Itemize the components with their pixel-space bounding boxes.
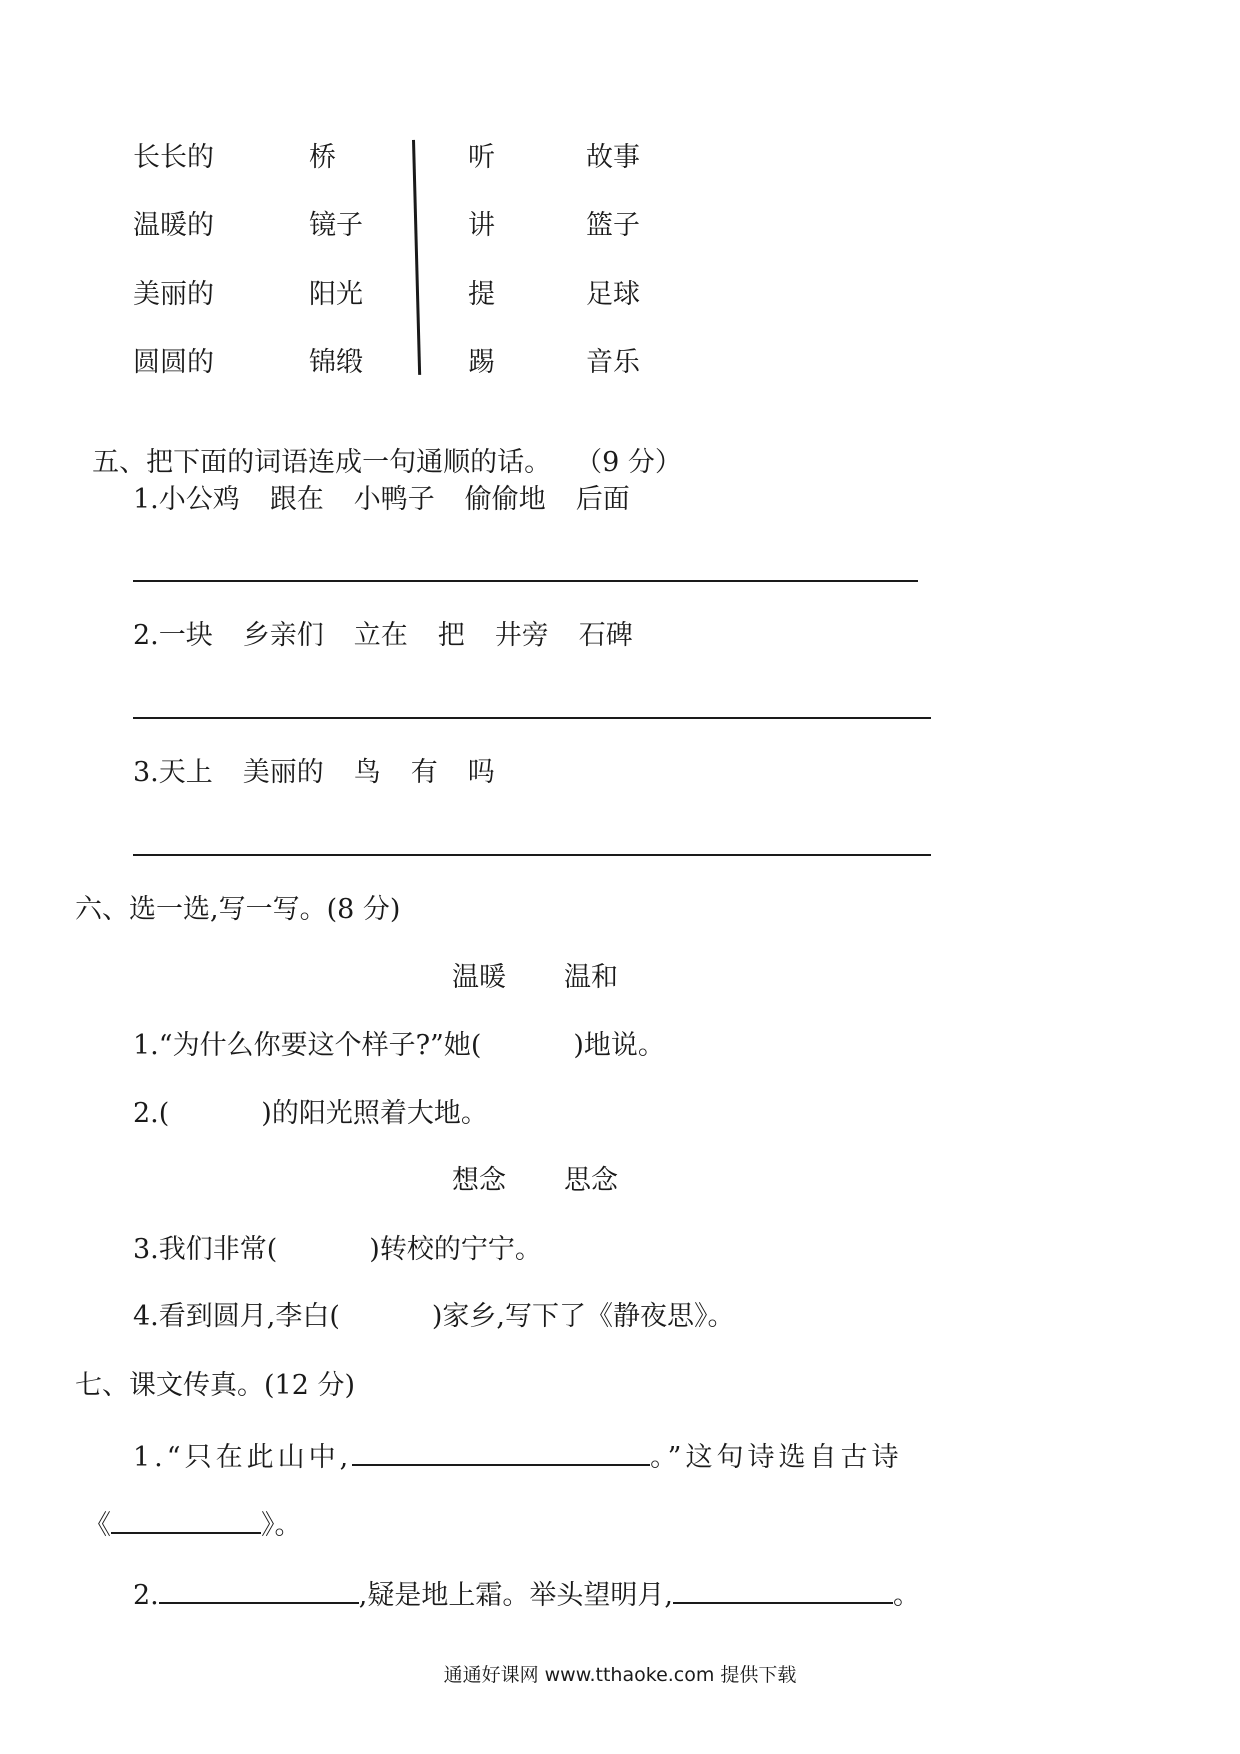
word: 把 [437, 620, 465, 651]
match-noun-1: 桥 [309, 142, 336, 173]
word: 井旁 [494, 620, 549, 651]
match-verb-1: 听 [468, 142, 495, 173]
matching-divider-line [412, 140, 421, 375]
match-object-4: 音乐 [586, 347, 640, 378]
poem-title-blank[interactable] [111, 1506, 261, 1534]
section6-question-2 [133, 1098, 488, 1130]
answer-line-3[interactable] [133, 854, 931, 856]
choice-word: 想念 [452, 1165, 506, 1196]
match-verb-4: 踢 [468, 347, 495, 378]
question-text: ,疑是地上霜。举头望明月, [358, 1580, 673, 1611]
section7-question-1-title [84, 1506, 302, 1542]
poem-blank[interactable] [352, 1438, 650, 1466]
question-text: 。 [892, 1580, 920, 1611]
word: 偷偷地 [464, 484, 546, 515]
section5-score: （9 分） [575, 447, 682, 478]
item-label: 3. [133, 757, 159, 788]
word: 小鸭子 [353, 484, 435, 515]
section6-heading: 六、选一选,写一写。(8 分) [75, 894, 401, 925]
question-text: 。”这句诗选自古诗 [650, 1442, 903, 1473]
word: 鸟 [353, 757, 381, 788]
match-adjective-3: 美丽的 [133, 279, 214, 310]
question-text: 《 [84, 1510, 111, 1541]
question-text: )地说。 [573, 1030, 665, 1061]
word: 美丽的 [242, 757, 324, 788]
match-object-3: 足球 [586, 279, 640, 310]
question-text: 》。 [261, 1510, 302, 1541]
answer-line-2[interactable] [133, 717, 931, 719]
section6-question-1 [133, 1030, 665, 1062]
match-noun-4: 锦缎 [309, 347, 363, 378]
section6-question-4 [133, 1301, 735, 1333]
footer-source: 通通好课网 www.tthaoke.com 提供下载 [443, 1664, 797, 1686]
question-text: 2.( [133, 1098, 170, 1129]
word: 天上 [158, 757, 213, 788]
section7-question-1 [133, 1438, 902, 1474]
section5-item-1 [133, 484, 630, 516]
section7-heading: 七、课文传真。(12 分) [75, 1370, 356, 1401]
choice-word: 温和 [564, 962, 618, 993]
match-adjective-1: 长长的 [133, 142, 214, 173]
question-text: )的阳光照着大地。 [261, 1098, 488, 1129]
section5-heading [75, 415, 682, 479]
match-verb-2: 讲 [468, 210, 495, 241]
match-noun-3: 阳光 [309, 279, 363, 310]
item-label: 1. [133, 484, 159, 515]
choice-word: 温暖 [452, 962, 506, 993]
answer-line-1[interactable] [133, 580, 918, 582]
poem-blank[interactable] [673, 1576, 893, 1604]
word: 一块 [158, 620, 213, 651]
match-object-2: 篮子 [586, 210, 640, 241]
word: 后面 [575, 484, 630, 515]
word: 石碑 [578, 620, 633, 651]
match-adjective-2: 温暖的 [133, 210, 214, 241]
question-text: 1.“只在此山中, [133, 1442, 353, 1473]
word: 乡亲们 [242, 620, 324, 651]
choice-word: 思念 [564, 1165, 618, 1196]
poem-blank[interactable] [159, 1576, 359, 1604]
question-text: 1.“为什么你要这个样子?”她( [133, 1030, 482, 1061]
word: 吗 [467, 757, 495, 788]
question-text: 3.我们非常( [133, 1234, 278, 1265]
word: 有 [410, 757, 438, 788]
question-text: )家乡,写下了《静夜思》。 [431, 1301, 735, 1332]
match-noun-2: 镜子 [309, 210, 363, 241]
section5-heading-text: 五、把下面的词语连成一句通顺的话。 [92, 447, 552, 478]
section5-item-2 [133, 620, 633, 652]
word: 跟在 [269, 484, 324, 515]
section7-question-2 [133, 1576, 920, 1612]
question-text: 2. [133, 1580, 159, 1611]
match-verb-3: 提 [468, 279, 495, 310]
word-choice-group-2 [452, 1165, 618, 1197]
question-text: 4.看到圆月,李白( [133, 1301, 340, 1332]
section5-item-3 [133, 757, 495, 789]
match-adjective-4: 圆圆的 [133, 347, 214, 378]
word: 小公鸡 [158, 484, 240, 515]
section6-question-3 [133, 1234, 542, 1266]
word-choice-group-1 [452, 962, 618, 994]
question-text: )转校的宁宁。 [369, 1234, 542, 1265]
word: 立在 [353, 620, 408, 651]
item-label: 2. [133, 620, 159, 651]
match-object-1: 故事 [586, 142, 640, 173]
